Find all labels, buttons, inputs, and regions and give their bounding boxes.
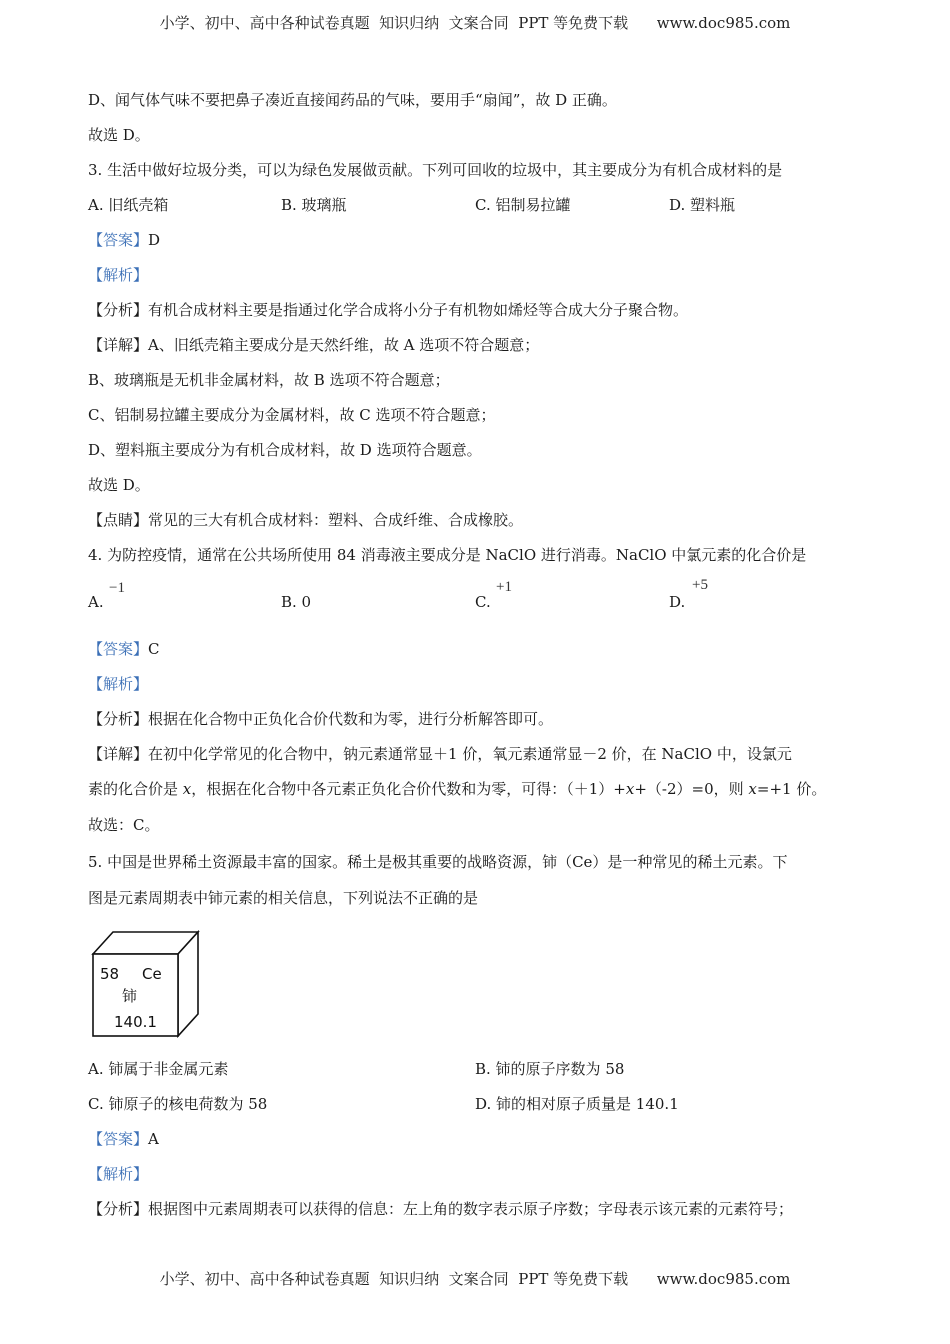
- variable-x: x: [748, 780, 757, 798]
- q5-analysis-tag: 【解析】: [88, 1165, 149, 1183]
- text-line: D、塑料瓶主要成分为有机合成材料，故 D 选项符合题意。: [88, 441, 482, 459]
- question-3: 3. 生活中做好垃圾分类，可以为绿色发展做贡献。下列可回收的垃圾中，其主要成分为有机合成材料的是: [88, 161, 783, 179]
- q5-option-d: D. 铈的相对原子质量是 140.1: [475, 1095, 679, 1113]
- q3-option-a: A. 旧纸壳箱: [88, 196, 169, 214]
- fenxi-tag: 【分析】: [88, 301, 149, 319]
- q4-option-a: A.: [88, 593, 104, 611]
- page-header: 小学、初中、高中各种试卷真题 知识归纳 文案合同 PPT 等免费下载 www.doc985.com: [159, 14, 791, 32]
- q4-option-d: D.: [669, 593, 686, 611]
- answer-tag: 【答案】: [88, 1130, 149, 1148]
- fenxi-text: 有机合成材料主要是指通过化学合成将小分子有机物如烯烃等合成大分子聚合物。: [148, 301, 689, 319]
- answer-value: D: [148, 231, 161, 249]
- dianjing-tag: 【点睛】: [88, 511, 149, 529]
- fenxi-text: 根据图中元素周期表可以获得的信息：左上角的数字表示原子序数；字母表示该元素的元素符号；: [148, 1200, 794, 1218]
- text-line: 故选 D。: [88, 476, 150, 494]
- text-span: 素的化合价是: [88, 780, 183, 798]
- answer-value: C: [148, 640, 160, 658]
- atomic-mass: 140.1: [114, 1013, 157, 1031]
- page-footer: 小学、初中、高中各种试卷真题 知识归纳 文案合同 PPT 等免费下载 www.doc985.com: [159, 1270, 791, 1288]
- q4-option-c-valence: +1: [496, 579, 512, 595]
- q3-xiangjie: [88, 334, 539, 356]
- q4-xiangjie-2: [88, 778, 826, 800]
- q5-answer: [88, 1128, 159, 1150]
- xiangjie-text: A、旧纸壳箱主要成分是天然纤维，故 A 选项不符合题意；: [148, 336, 540, 354]
- variable-x: x: [182, 780, 192, 798]
- q5-option-b: B. 铈的原子序数为 58: [475, 1060, 625, 1078]
- q3-option-b: B. 玻璃瓶: [281, 196, 347, 214]
- q5-option-a: A. 铈属于非金属元素: [88, 1060, 229, 1078]
- answer-tag: 【答案】: [88, 231, 149, 249]
- variable-x: x: [625, 780, 635, 798]
- q3-fenxi: [88, 299, 688, 321]
- q3-answer: [88, 229, 160, 251]
- q4-option-c: C.: [475, 593, 491, 611]
- q5-fenxi: [88, 1198, 793, 1220]
- q4-option-d-valence: +5: [692, 577, 708, 593]
- element-name: 铈: [122, 987, 138, 1005]
- xiangjie-text: 在初中化学常见的化合物中，钠元素通常显＋1 价，氧元素通常显－2 价，在 NaClO 中，设氯元: [148, 745, 792, 763]
- text-line: 故选：C。: [88, 816, 160, 834]
- element-symbol: Ce: [142, 965, 162, 983]
- xiangjie-tag: 【详解】: [88, 745, 149, 763]
- answer-value: A: [148, 1130, 159, 1148]
- fenxi-text: 根据在化合物中正负化合价代数和为零，进行分析解答即可。: [148, 710, 554, 728]
- q4-option-a-valence: −1: [109, 580, 125, 596]
- q3-dianjing: [88, 509, 523, 531]
- question-5-line-1: 5. 中国是世界稀土资源最丰富的国家。稀土是极其重要的战略资源，铈（Ce）是一种常见的稀土元素。下: [88, 853, 788, 871]
- q4-answer: [88, 638, 160, 660]
- question-4: 4. 为防控疫情，通常在公共场所使用 84 消毒液主要成分是 NaClO 进行消毒。NaClO 中氯元素的化合价是: [88, 546, 807, 564]
- q4-xiangjie: [88, 743, 792, 765]
- fenxi-tag: 【分析】: [88, 1200, 149, 1218]
- fenxi-tag: 【分析】: [88, 710, 149, 728]
- element-cube-figure: [88, 928, 208, 1040]
- atomic-number: 58: [100, 965, 120, 983]
- text-span: +（-2）=0，则: [634, 780, 749, 798]
- question-5-line-2: 图是元素周期表中铈元素的相关信息，下列说法不正确的是: [88, 889, 479, 907]
- text-span: ，根据在化合物中各元素正负化合价代数和为零，可得：（＋1）+: [191, 780, 626, 798]
- q5-option-c: C. 铈原子的核电荷数为 58: [88, 1095, 268, 1113]
- text-line: C、铝制易拉罐主要成分为金属材料，故 C 选项不符合题意；: [88, 406, 496, 424]
- text-span: =+1 价。: [756, 780, 827, 798]
- q4-fenxi: [88, 708, 553, 730]
- q3-option-c: C. 铝制易拉罐: [475, 196, 571, 214]
- xiangjie-tag: 【详解】: [88, 336, 149, 354]
- text-line: 故选 D。: [88, 126, 150, 144]
- q3-analysis-tag: 【解析】: [88, 266, 149, 284]
- answer-tag: 【答案】: [88, 640, 149, 658]
- text-line: D、闻气体气味不要把鼻子凑近直接闻药品的气味，要用手“扇闻”，故 D 正确。: [88, 91, 617, 109]
- q4-option-b: B. 0: [281, 593, 312, 611]
- text-line: B、玻璃瓶是无机非金属材料，故 B 选项不符合题意；: [88, 371, 450, 389]
- q3-option-d: D. 塑料瓶: [669, 196, 736, 214]
- q4-analysis-tag: 【解析】: [88, 675, 149, 693]
- dianjing-text: 常见的三大有机合成材料：塑料、合成纤维、合成橡胶。: [148, 511, 524, 529]
